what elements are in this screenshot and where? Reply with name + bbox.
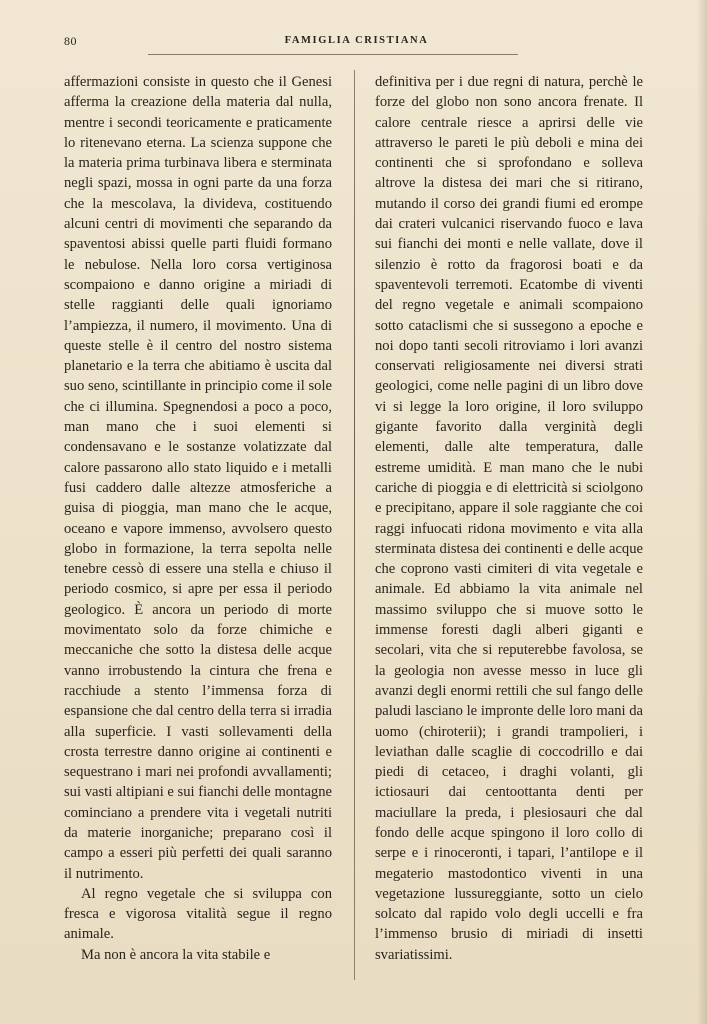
page-number: 80 <box>64 34 77 48</box>
header-rule <box>148 54 518 55</box>
page-edge-shadow <box>697 0 707 1024</box>
running-title: FAMIGLIA CRISTIANA <box>284 35 429 46</box>
left-paragraph-1: affermazioni consiste in questo che il Genesi afferma la creazione della materia dal nulla, mentre i secondi teoricamente e praticamente lo ritenevano eterna. La scienza suppone che la materia prima turbinava libera e sterminata negli spazi, mossa in ogni parte da una forza che la mescolava, la divideva, costituendo alcuni centri di movimenti che separando da spaventosi abissi quelle parti fluidi formano le nebulose. Nella loro corsa vertiginosa scompaiono e danno origine a miriadi di stelle raggianti delle quali ignoriamo l’ampiezza, il numero, il movimento. Una di queste stelle è il centro del nostro sistema planetario e la terra che abitiamo è uscita dal suo seno, scintillante in principio come il sole che ci illumina. Spegnendosi a poco a poco, man mano che i suoi elementi si condensavano e le sostanze volatizzate dal calore passarono allo stato liquido e i metalli fusi caddero dalle altezze atmosferiche a guisa di pioggia, man mano che le acque, oceano e vapore immenso, avvolsero questo globo in formazione, la terra sepolta nelle tenebre cessò di essere una stella e chiuso il periodo cosmico, si apre per essa il periodo geologico. È ancora un periodo di morte movimentato solo da forze chimiche e meccaniche che sotto la distesa delle acque vanno irrobustendo la cintura che frena e racchiude a stento l’immensa forza di espansione che dal centro della terra si irradia alla superficie. I vasti sollevamenti della crosta terrestre danno origine ai continenti e sequestrano i mari nei profondi avvallamenti; sui vasti altipiani e sui fianchi delle montagne cominciano a prendere vita i vegetali nutriti da materie inorganiche; preparano così il campo a esseri più perfetti dei quali saranno il nutrimento. <box>64 74 332 882</box>
page-header <box>64 34 649 52</box>
left-column <box>64 72 332 965</box>
column-divider <box>354 70 355 980</box>
left-paragraph-2: Al regno vegetale che si sviluppa con fresca e vigorosa vitalità segue il regno animale. <box>64 885 332 943</box>
left-paragraph-3: Ma non è ancora la vita stabile e <box>81 946 271 963</box>
right-column <box>375 72 643 965</box>
right-paragraph-1: definitiva per i due regni di natura, perchè le forze del globo non sono ancora frenate. Il calore centrale riesce a aprirsi delle vie attraverso le pareti le più deboli e mina dei continenti che si sprofondano e solleva altrove la distesa dei mari che si ritirano, mutando il corso dei grandi fiumi ed erompe dai crateri vulcanici riservando fuoco e lava sui fianchi dei monti e nelle vallate, dove il silenzio è rotto da fragorosi boati e da spaventevoli terremoti. Ecatombe di viventi del regno vegetale e animali scompaiono sotto cataclismi che si sussegono a epoche e noi dopo tanti secoli ritroviamo i lori avanzi conservati religiosamente nei diversi strati geologici, come nelle pagini di un libro dove vi si legge la loro origine, il loro sviluppo gigante favorito dalla verginità degli elementi, dalle alte temperatura, dalle estreme umidità. E man mano che le nubi cariche di pioggia e di elettricità si sciolgono e precipitano, appare il sole raggiante che coi raggi infuocati ridona movimento e vita alla sterminata distesa dei continenti e delle acque che coprono vasti cimiteri di vita vegetale e animale. Ed abbiamo la vita animale nel massimo sviluppo che si muove sotto le immense foresti dagli alberi giganti e secolari, vita che si reputerebbe favolosa, se la geologia non avesse messo in luce gli avanzi degli enormi rettili che sul fango delle paludi lasciano le impronte delle loro mani da uomo (chiroterii); i grandi trampolieri, i leviathan dalle scaglie di coccodrillo e dai piedi di cetaceo, i draghi volanti, gli ictiosauri dai centoottanta denti per maciullare la preda, i plesiosauri che dal fondo delle acque spingono il loro collo di serpe e i rinoceronti, i tapari, l’antilope e il megaterio mastodontico viventi in una vegetazione lussureggiante, sotto un cielo solcato dal rapido volo degli uccelli e fra l’immenso brusio di miriadi di insetti svariatissimi. <box>375 74 643 963</box>
